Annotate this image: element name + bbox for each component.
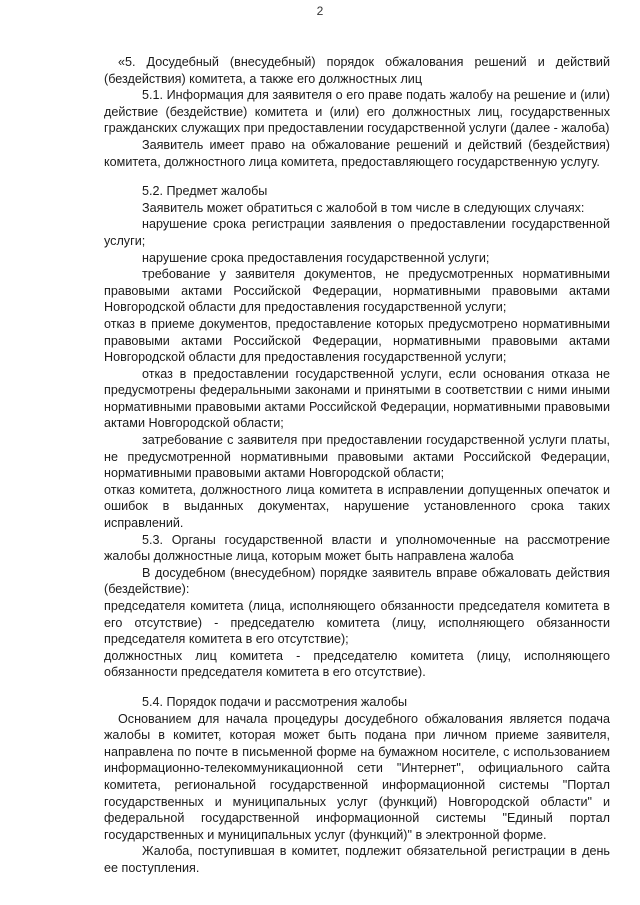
list-item: нарушение срока регистрации заявления о предоставлении государственной услуги;	[104, 217, 610, 248]
paragraph: Жалоба, поступившая в комитет, подлежит обязательной регистрации в день ее поступления.	[104, 844, 610, 875]
section-heading: «5. Досудебный (внесудебный) порядок обжалования решений и действий (бездействия) комитета, а также его должностных лиц	[104, 55, 610, 86]
paragraph: В досудебном (внесудебном) порядке заявитель вправе обжаловать действия (бездействие):	[104, 565, 610, 597]
document-body	[104, 54, 610, 877]
page-number: 2	[316, 4, 324, 18]
list-item: отказ в предоставлении государственной услуги, если основания отказа не предусмотрены федеральными законами и принятыми в соответствии с ними иными нормативными правовыми актами Российской Федерации, нормативными правовыми актами Новгородской области;	[104, 366, 610, 431]
list-item: затребование с заявителя при предоставлении государственной услуги платы, не предусмотренной нормативными правовыми актами Российской Федерации, нормативными правовыми актами Новгородской области;	[104, 433, 610, 481]
subsection-heading: 5.1. Информация для заявителя о его праве подать жалобу на решение и (или) действие (бездействие) комитета и (или) его должностных лиц, государственных гражданских служащих при предоставлении государственной услуги (далее - жалоба)	[104, 88, 610, 136]
subsection-heading: 5.2. Предмет жалобы	[142, 184, 268, 199]
list-item: должностных лиц комитета - председателю комитета (лицу, исполняющего обязанности председателя комитета в его отсутствие).	[104, 648, 610, 680]
list-item: отказ комитета, должностного лица комитета в исправлении допущенных опечаток и ошибок в выданных документах, нарушение установленного срока таких исправлений.	[104, 482, 610, 531]
subsection-heading: 5.4. Порядок подачи и рассмотрения жалобы	[142, 694, 408, 709]
paragraph: Заявитель может обратиться с жалобой в том числе в следующих случаях:	[142, 200, 585, 215]
list-item: требование у заявителя документов, не предусмотренных нормативными правовыми актами Российской Федерации, нормативными правовыми актами Новгородской области для предоставления государственной услуги;	[104, 267, 610, 315]
list-item: отказ в приеме документов, предоставление которых предусмотрено нормативными правовыми актами Российской Федерации, нормативными правовыми актами Новгородской области для предоставления государственной услуги;	[104, 316, 610, 365]
subsection-heading: 5.3. Органы государственной власти и уполномоченные на рассмотрение жалобы должностные лица, которым может быть направлена жалоба	[104, 532, 610, 564]
paragraph: Заявитель имеет право на обжалование решений и действий (бездействия) комитета, должностного лица комитета, предоставляющего государственную услугу.	[104, 137, 610, 169]
list-item: председателя комитета (лица, исполняющего обязанности председателя комитета в его отсутствие) - председателю комитета (лицу, исполняющего обязанности председателя комитета в его отсутствие);	[104, 599, 610, 647]
paragraph: Основанием для начала процедуры досудебного обжалования является подача жалобы в комитет, которая может быть подана при личном приеме заявителя, направлена по почте в письменной форме на бумажном носителе, с использованием информационно-телекоммуникационной сети "Интернет", официального сайта комитета, региональной государственной информационной системы "Портал государственных и муниципальных услуг (функций) Новгородской области" и федеральной государственной информационной системы "Единый портал государственных и муниципальных услуг (функций)" в электронной форме.	[104, 711, 610, 842]
list-item: нарушение срока предоставления государственной услуги;	[142, 250, 490, 265]
